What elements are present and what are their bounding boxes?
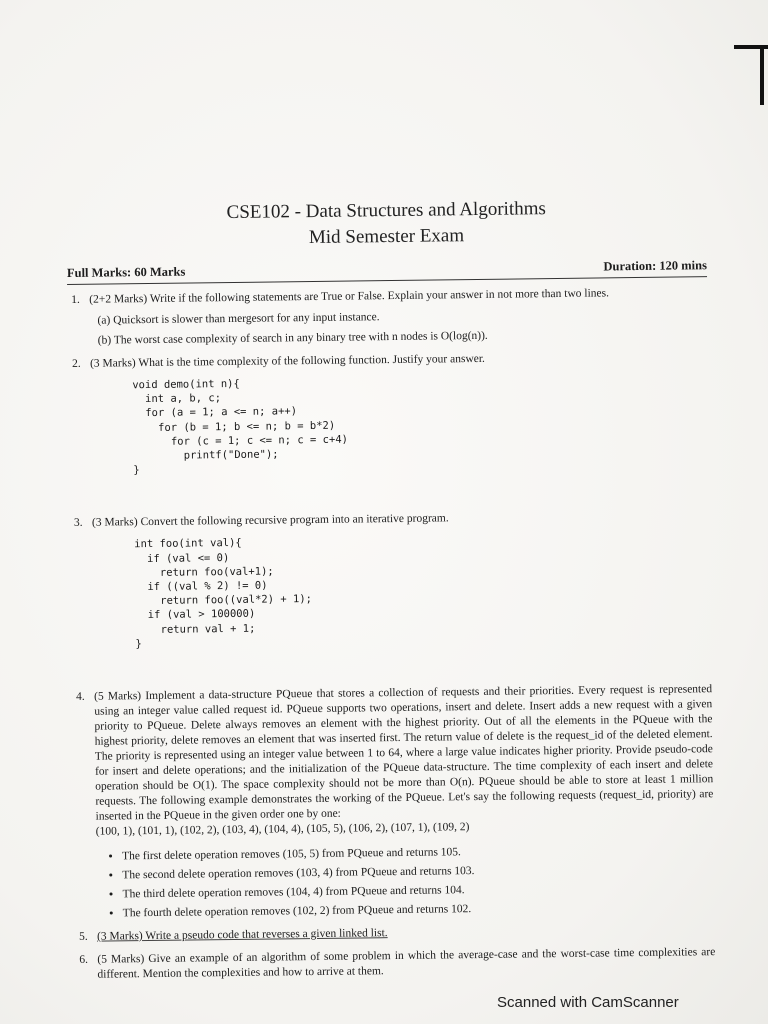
question-part-b: (b) The worst case complexity of search in any binary tree with n nodes is O(log(n)). <box>97 329 488 347</box>
full-marks: Full Marks: 60 Marks <box>66 264 186 280</box>
exam-sheet <box>66 188 716 983</box>
exam-title: CSE102 - Data Structures and Algorithms <box>226 198 546 224</box>
question-5 <box>75 922 715 945</box>
question-text: (3 Marks) Write a pseudo code that reverses a given linked list. <box>96 927 388 943</box>
question-4 <box>72 682 715 922</box>
question-text: (5 Marks) Give an example of an algorithm of some problem in which the average-case and the worst-case time complexities are different. Mention the complexities and how to arrive at them. <box>97 946 716 981</box>
list-item: • The fourth delete operation removes (102, 2) from PQueue and returns 102. <box>123 899 715 921</box>
question-number: 1. <box>71 293 80 306</box>
question-text: (5 Marks) Implement a data-structure PQueue that stores a collection of requests and their priorities. Every request is represented using an integer value called request id. PQueue supports two operations, insert and delete. Insert adds a new request with a given priority to PQueue. Delete always removes an element with the highest priority. Out of all the elements in the PQueue with the highest priority, delete removes an element that was inserted first. The return value of delete is the request_id of the deleted element. The priority is represented using an integer value between 1 to 64, where a large value indicates higher priority. Provide pseudo-code for insert and delete operations; and the initialization of the PQueue data-structure. The time complexity of each insert and delete operation should be O(1). The space complexity should not be more than O(n). PQueue should be able to store at least 1 million requests. The following example demonstrates the working of the PQueue. Let's say the following requests (request_id, priority) are inserted in the PQueue in the given order one by one: <box>94 683 714 823</box>
list-item: • The third delete operation removes (104, 4) from PQueue and returns 104. <box>122 880 714 902</box>
question-number: 5. <box>78 930 88 943</box>
code-block: void demo(int n){ int a, b, c; for (a = 1; a <= n; a++) for (b = 1; b <= n; b = b*2) for (c = 1; c <= n; c = c+4) printf("Done"); } <box>132 377 349 477</box>
delete-examples <box>96 842 715 922</box>
question-parts <box>97 306 707 348</box>
code-block: int foo(int val){ if (val <= 0) return foo(val+1); if ((val % 2) != 0) return foo((val*2) + 1); if (val > 100000) return val + 1; } <box>134 537 313 651</box>
question-part-a: (a) Quicksort is slower than mergesort for any input instance. <box>97 311 380 327</box>
question-text: (2+2 Marks) Write if the following statements are True or False. Explain your answer in not more than two lines. <box>89 287 610 306</box>
question-number: 3. <box>73 517 83 530</box>
question-number: 4. <box>76 690 85 703</box>
list-item: • The first delete operation removes (105, 5) from PQueue and returns 105. <box>122 842 714 864</box>
exam-header-row <box>67 258 707 285</box>
question-3 <box>70 509 712 652</box>
question-number: 2. <box>71 357 81 370</box>
question-2 <box>68 349 709 478</box>
page-corner-mark <box>734 45 768 105</box>
exam-subtitle: Mid Semester Exam <box>308 225 465 249</box>
corner-mark-vertical <box>760 45 764 105</box>
question-number: 6. <box>79 953 89 966</box>
duration: Duration: 120 mins <box>603 258 707 274</box>
request-sequence: (100, 1), (101, 1), (102, 2), (103, 4), (104, 4), (105, 5), (106, 2), (107, 1), (109, 2) <box>95 821 470 838</box>
list-item: • The second delete operation removes (103, 4) from PQueue and returns 103. <box>122 861 714 883</box>
question-text: (3 Marks) Convert the following recursive program into an iterative program. <box>91 512 449 530</box>
question-text: (3 Marks) What is the time complexity of the following function. Justify your answer. <box>89 352 485 370</box>
question-1 <box>67 285 708 349</box>
camscanner-watermark: Scanned with CamScanner <box>497 994 679 1011</box>
